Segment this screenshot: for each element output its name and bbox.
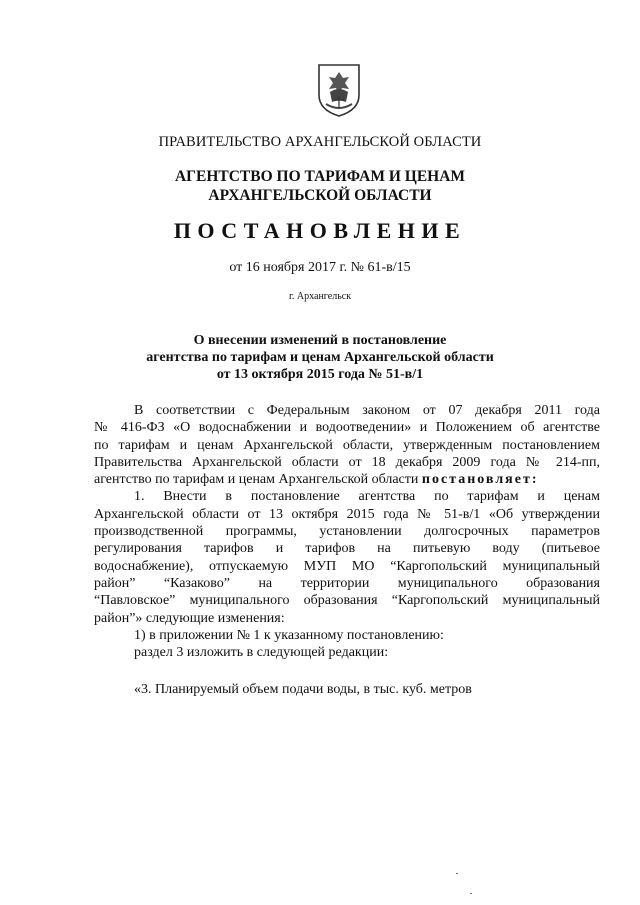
body-line: раздел 3 изложить в следующей редакции: [134, 645, 389, 661]
body-line: район”» следующие изменения: [94, 610, 285, 626]
body-line: производственной программы, установлении долгосрочных параметров [94, 524, 600, 540]
document-date-number: от 16 ноября 2017 г. № 61-в/15 [229, 260, 411, 275]
agency-name-line2: АРХАНГЕЛЬСКОЙ ОБЛАСТИ [208, 187, 432, 204]
body-line: водоснабжение), отпускаемую МУП МО “Каргопольский муниципальный [94, 558, 600, 574]
document-type-title: ПОСТАНОВЛЕНИЕ [173, 218, 467, 243]
body-line: “Павловское” муниципального образования “Каргопольский муниципальный [94, 593, 600, 609]
scan-speck [470, 893, 472, 894]
subject-line2: агентства по тарифам и ценам Архангельской области [146, 350, 494, 365]
coat-of-arms-icon [316, 62, 362, 118]
scan-speck [456, 873, 458, 874]
body-line: Архангельской области от 13 октября 2015 года № 51-в/1 «Об утверждении [94, 506, 600, 522]
body-line: 1. Внести в постановление агентства по тарифам и ценам [134, 489, 600, 505]
body-line: 1) в приложении № 1 к указанному постановлению: [134, 627, 444, 643]
document-body [94, 402, 600, 661]
body-line: регулирования тарифов и тарифов на питьевую воду (питьевое [94, 541, 600, 557]
body-line-text: агентство по тарифам и ценам Архангельской области [94, 472, 419, 488]
government-name: ПРАВИТЕЛЬСТВО АРХАНГЕЛЬСКОЙ ОБЛАСТИ [158, 134, 482, 150]
agency-name-line1: АГЕНТСТВО ПО ТАРИФАМ И ЦЕНАМ [174, 168, 466, 185]
resolves-word: постановляет: [421, 472, 539, 488]
subject-line1: О внесении изменений в постановление [193, 333, 447, 348]
section-quote: «3. Планируемый объем подачи воды, в тыс. куб. метров [134, 682, 472, 697]
document-subject [0, 332, 640, 383]
document-city: г. Архангельск [288, 291, 352, 302]
body-line: Правительства Архангельской области от 18 декабря 2009 года № 214-пп, [94, 454, 600, 470]
body-line: № 416-ФЗ «О водоснабжении и водоотведении» и Положением об агентстве [94, 420, 600, 436]
body-line: район” “Казаково” на территории муниципального образования [94, 575, 600, 591]
agency-name [0, 167, 640, 205]
subject-line3: от 13 октября 2015 года № 51-в/1 [216, 367, 424, 382]
body-line-resolves [94, 471, 600, 488]
body-line: по тарифам и ценам Архангельской области, утвержденным постановлением [94, 437, 600, 453]
body-line: В соответствии с Федеральным законом от 07 декабря 2011 года [134, 403, 600, 418]
